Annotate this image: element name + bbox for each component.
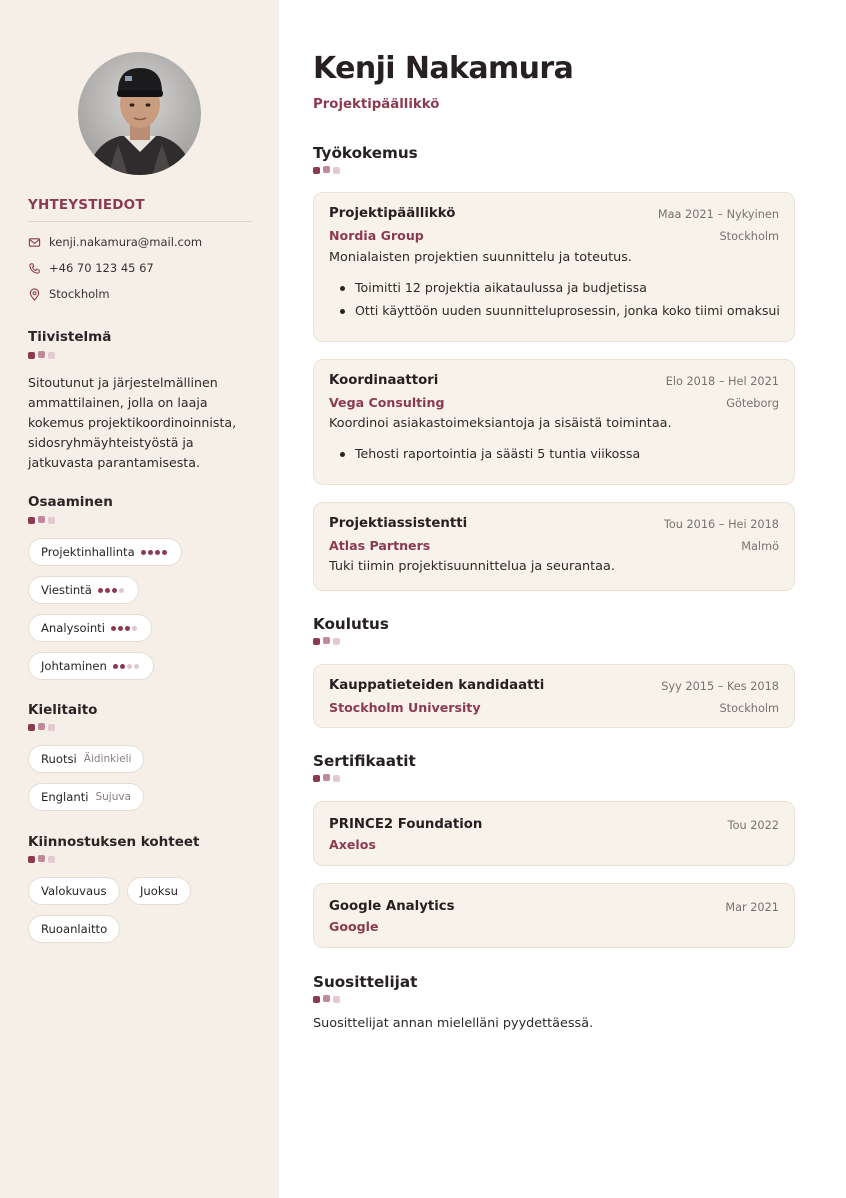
school-name: Stockholm University <box>329 700 481 715</box>
phone-icon <box>28 262 41 275</box>
certification-title: Google Analytics <box>329 899 455 914</box>
job-title: Projektipäällikkö <box>329 206 456 221</box>
job-description: Tuki tiimin projektisuunnittelua ja seurantaa. <box>329 559 615 574</box>
language-name: Ruotsi <box>41 752 77 766</box>
section-accent-dots <box>28 855 58 863</box>
certifications-title: Sertifikaatit <box>313 752 416 770</box>
certification-title: PRINCE2 Foundation <box>329 817 483 832</box>
experience-card <box>313 192 795 342</box>
avatar <box>78 52 201 175</box>
education-card <box>313 664 795 728</box>
contact-email[interactable] <box>28 233 202 251</box>
job-dates: Elo 2018 – Hel 2021 <box>665 375 779 388</box>
certification-issuer: Axelos <box>329 837 376 852</box>
job-title: Projektiassistentti <box>329 516 468 531</box>
skill-pill <box>28 576 139 604</box>
job-dates: Maa 2021 – Nykyinen <box>657 208 779 221</box>
section-accent-dots <box>28 723 58 731</box>
job-dates: Tou 2016 – Hei 2018 <box>663 518 779 531</box>
references-text: Suosittelijat annan mielelläni pyydettäessä. <box>313 1016 594 1031</box>
phone-text: +46 70 123 45 67 <box>49 261 154 275</box>
company-name: Nordia Group <box>329 228 424 243</box>
skill-level-dots <box>141 550 169 555</box>
sidebar <box>0 0 279 1198</box>
job-location: Malmö <box>741 540 779 553</box>
divider <box>28 221 252 222</box>
contact-location <box>28 285 110 303</box>
company-name: Vega Consulting <box>329 395 445 410</box>
skill-level-dots <box>98 588 126 593</box>
job-title: Koordinaattori <box>329 373 439 388</box>
job-location: Göteborg <box>726 397 779 410</box>
skill-name: Viestintä <box>41 583 92 597</box>
skill-level-dots <box>113 664 141 669</box>
certification-date: Tou 2022 <box>727 819 779 832</box>
section-accent-dots <box>313 166 343 174</box>
education-dates: Syy 2015 – Kes 2018 <box>661 680 779 693</box>
certification-card <box>313 801 795 866</box>
section-accent-dots <box>28 351 58 359</box>
experience-card <box>313 359 795 485</box>
education-location: Stockholm <box>719 702 779 715</box>
contact-phone[interactable] <box>28 259 154 277</box>
company-name: Atlas Partners <box>329 538 431 553</box>
skill-name: Analysointi <box>41 621 105 635</box>
person-name: Kenji Nakamura <box>313 51 574 86</box>
languages-title: Kielitaito <box>28 702 98 718</box>
interests-title: Kiinnostuksen kohteet <box>28 834 200 850</box>
skill-pill <box>28 652 154 680</box>
section-accent-dots <box>28 516 58 524</box>
summary-text: Sitoutunut ja järjestelmällinen ammattilainen, jolla on laaja kokemus projektikoordinoinnista, sidosryhmäyhteistyöstä ja jatkuvasta parantamisesta. <box>28 375 237 470</box>
job-location: Stockholm <box>719 230 779 243</box>
education-title: Koulutus <box>313 615 389 633</box>
main-content <box>279 0 846 1198</box>
job-description: Monialaisten projektien suunnittelu ja toteutus. <box>329 250 632 265</box>
achievement-item: Tehosti raportointia ja säästi 5 tuntia viikossa <box>329 445 640 468</box>
achievement-list <box>329 445 640 468</box>
person-role: Projektipäällikkö <box>313 97 440 112</box>
skill-name: Projektinhallinta <box>41 545 135 559</box>
certification-date: Mar 2021 <box>725 901 779 914</box>
language-level: Äidinkieli <box>83 753 132 765</box>
experience-card <box>313 502 795 591</box>
mail-icon <box>28 236 41 249</box>
interest-pill: Juoksu <box>127 877 191 905</box>
references-title: Suosittelijat <box>313 973 418 991</box>
summary-title: Tiivistelmä <box>28 329 112 345</box>
interest-pill: Valokuvaus <box>28 877 120 905</box>
section-accent-dots <box>313 637 343 645</box>
section-accent-dots <box>313 774 343 782</box>
skills-title: Osaaminen <box>28 494 113 510</box>
location-text: Stockholm <box>49 287 110 301</box>
certification-card <box>313 883 795 948</box>
language-pill <box>28 745 144 773</box>
language-level: Sujuva <box>95 791 132 803</box>
skill-name: Johtaminen <box>41 659 107 673</box>
location-pin-icon <box>28 288 41 301</box>
skill-pill <box>28 538 182 566</box>
section-accent-dots <box>313 995 343 1003</box>
skill-level-dots <box>111 626 139 631</box>
interest-pill: Ruoanlaitto <box>28 915 120 943</box>
language-name: Englanti <box>41 790 89 804</box>
skill-pill <box>28 614 152 642</box>
email-text: kenji.nakamura@mail.com <box>49 235 203 249</box>
certification-issuer: Google <box>329 919 379 934</box>
achievement-item: Otti käyttöön uuden suunnitteluprosessin, jonka koko tiimi omaksui <box>329 302 780 325</box>
contact-section-title: YHTEYSTIEDOT <box>28 197 145 213</box>
experience-title: Työkokemus <box>313 144 418 162</box>
achievement-item: Toimitti 12 projektia aikataulussa ja budjetissa <box>329 279 780 302</box>
job-description: Koordinoi asiakastoimeksiantoja ja sisäistä toimintaa. <box>329 416 672 431</box>
degree-title: Kauppatieteiden kandidaatti <box>329 678 545 693</box>
language-pill <box>28 783 144 811</box>
achievement-list <box>329 279 780 325</box>
